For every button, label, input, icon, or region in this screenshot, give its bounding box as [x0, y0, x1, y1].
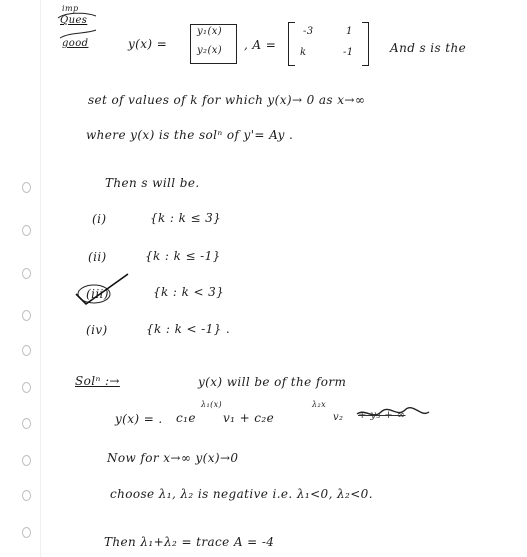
option-2-number: (ii): [88, 250, 107, 264]
vector-bottom-entry: y₂(x): [197, 45, 223, 56]
form-lhs: y(x) = .: [115, 412, 163, 426]
statement-line-2: set of values of k for which y(x)→ 0 as x→∞: [88, 93, 366, 107]
binder-hole: [22, 345, 31, 356]
matrix-a21: k: [300, 47, 307, 58]
binder-hole: [22, 527, 31, 538]
stamp-imp: imp: [62, 4, 79, 13]
binder-hole: [22, 225, 31, 236]
form-v2: v₂: [333, 412, 344, 423]
option-1-text: {k : k ≤ 3}: [150, 211, 222, 225]
solution-label: Solⁿ :→: [75, 374, 120, 388]
scribble-strike-icon: [355, 406, 435, 422]
form-exponent-2: λ₂x: [312, 400, 326, 409]
solution-intro: y(x) will be of the form: [198, 375, 347, 389]
trace-line: Then λ₁+λ₂ = trace A = -4: [104, 535, 275, 549]
yx-label: y(x) =: [128, 37, 168, 51]
option-3-number: (iii): [86, 287, 109, 301]
stamp-good: good: [62, 38, 89, 49]
matrix-a12: 1: [346, 26, 353, 37]
form-v1-c2: v₁ + c₂e: [223, 411, 275, 425]
and-s-text: And s is the: [390, 41, 467, 55]
margin-line: [40, 0, 41, 557]
form-exponent-1: λ₁(x): [201, 400, 223, 409]
matrix-right-bracket: [362, 22, 369, 66]
binder-hole: [22, 490, 31, 501]
stamp-ques: Ques: [60, 15, 88, 26]
option-4-text: {k : k < -1} .: [146, 322, 231, 336]
binder-hole: [22, 455, 31, 466]
binder-hole: [22, 182, 31, 193]
checkmark-icon: [72, 272, 132, 308]
option-2-text: {k : k ≤ -1}: [145, 249, 221, 263]
option-3-text: {k : k < 3}: [153, 285, 225, 299]
option-4-number: (iv): [86, 323, 108, 337]
matrix-a22: -1: [343, 47, 354, 58]
binder-hole: [22, 418, 31, 429]
binder-hole: [22, 310, 31, 321]
form-c1: c₁e: [176, 411, 196, 425]
struck-out-text: + y₃ + ∞: [358, 410, 406, 421]
a-label: , A =: [244, 38, 277, 52]
then-line: Then s will be.: [105, 176, 200, 190]
matrix-a11: -3: [303, 26, 314, 37]
statement-line-3: where y(x) is the solⁿ of y'= Ay .: [86, 128, 294, 142]
choose-line: choose λ₁, λ₂ is negative i.e. λ₁<0, λ₂<0.: [110, 487, 373, 501]
stamp-scribble-icon: [56, 10, 98, 40]
binder-hole: [22, 268, 31, 279]
binder-hole: [22, 382, 31, 393]
option-1-number: (i): [92, 212, 107, 226]
matrix-left-bracket: [288, 22, 295, 66]
vector-top-entry: y₁(x): [197, 26, 223, 37]
now-line: Now for x→∞ y(x)→0: [107, 451, 239, 465]
